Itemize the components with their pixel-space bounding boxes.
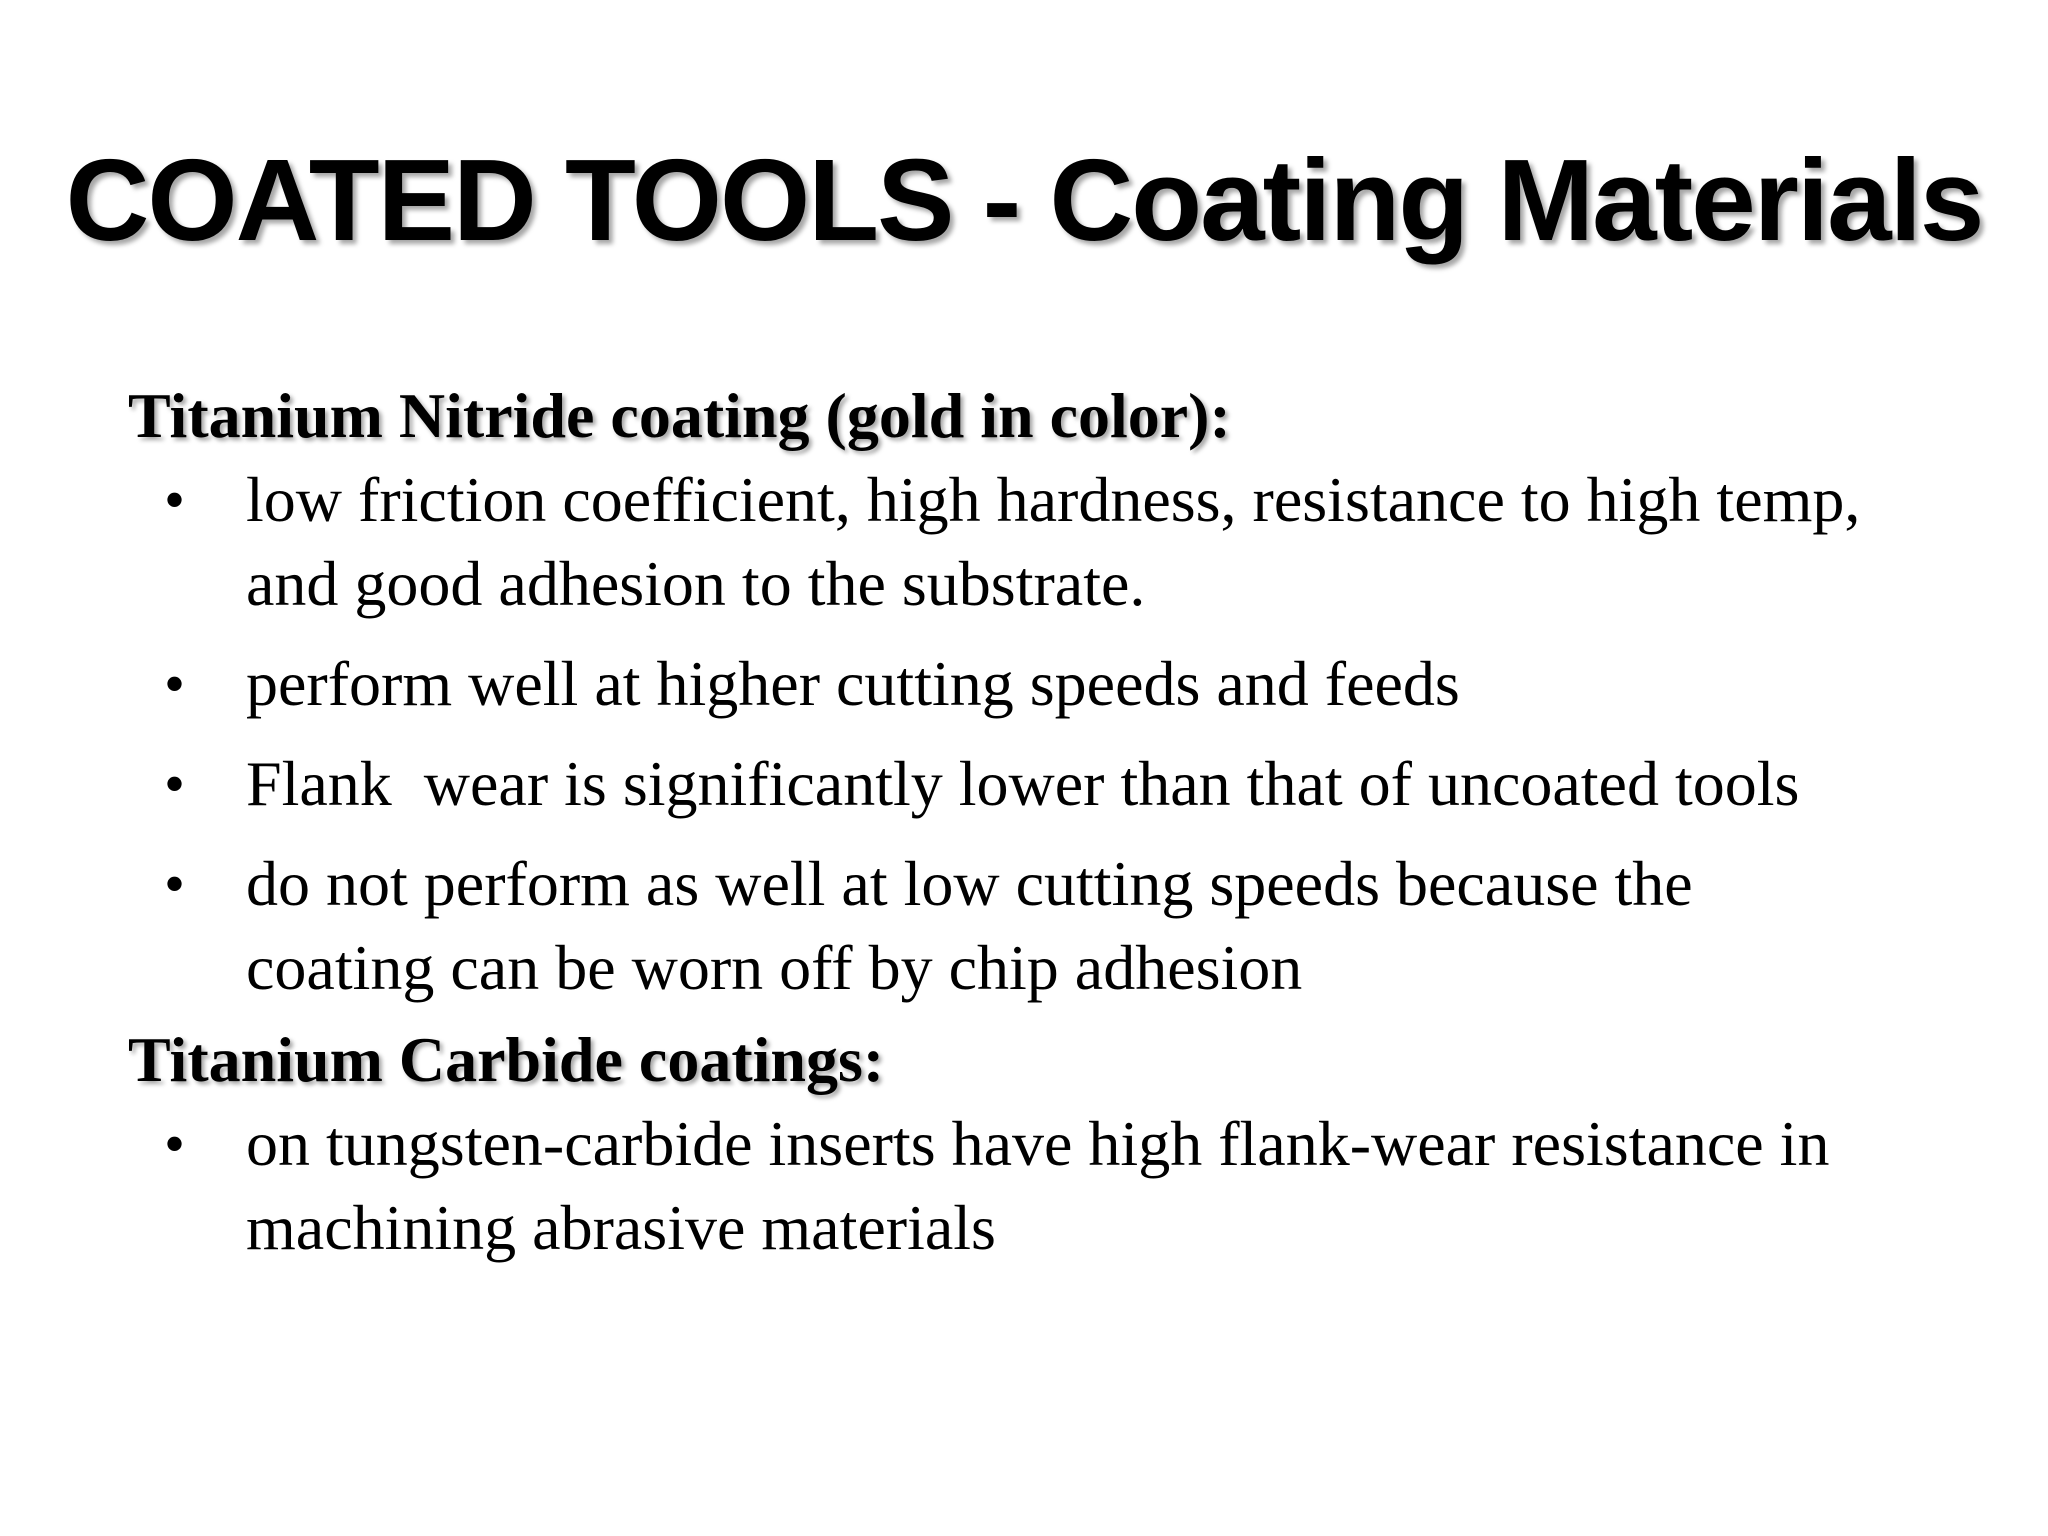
bullet-icon: •	[164, 651, 186, 717]
bullet-text: perform well at higher cutting speeds and feeds	[246, 648, 1460, 719]
bullet-icon: •	[164, 467, 186, 533]
list-item	[128, 458, 1948, 626]
bullet-text: Flank wear is significantly lower than that of uncoated tools	[246, 748, 1800, 819]
section-heading-titanium-nitride: Titanium Nitride coating (gold in color):	[128, 380, 1231, 451]
slide-content	[128, 374, 1948, 1270]
list-item	[128, 842, 1948, 1010]
bullet-text: do not perform as well at low cutting speeds because the coating can be worn off by chip adhesion	[246, 848, 1693, 1003]
bullet-icon: •	[164, 751, 186, 817]
bullet-text: on tungsten-carbide inserts have high flank-wear resistance in machining abrasive materials	[246, 1108, 1830, 1263]
bullet-text: low friction coefficient, high hardness, resistance to high temp, and good adhesion to the substrate.	[246, 464, 1861, 619]
bullet-icon: •	[164, 1111, 186, 1177]
bullet-list-titanium-carbide	[128, 1102, 1948, 1270]
list-item	[128, 642, 1948, 726]
section-heading-titanium-carbide: Titanium Carbide coatings:	[128, 1024, 885, 1095]
bullet-icon: •	[164, 851, 186, 917]
bullet-list-titanium-nitride	[128, 458, 1948, 1010]
slide-title: COATED TOOLS - Coating Materials	[65, 135, 1983, 265]
list-item	[128, 742, 1948, 826]
list-item	[128, 1102, 1948, 1270]
